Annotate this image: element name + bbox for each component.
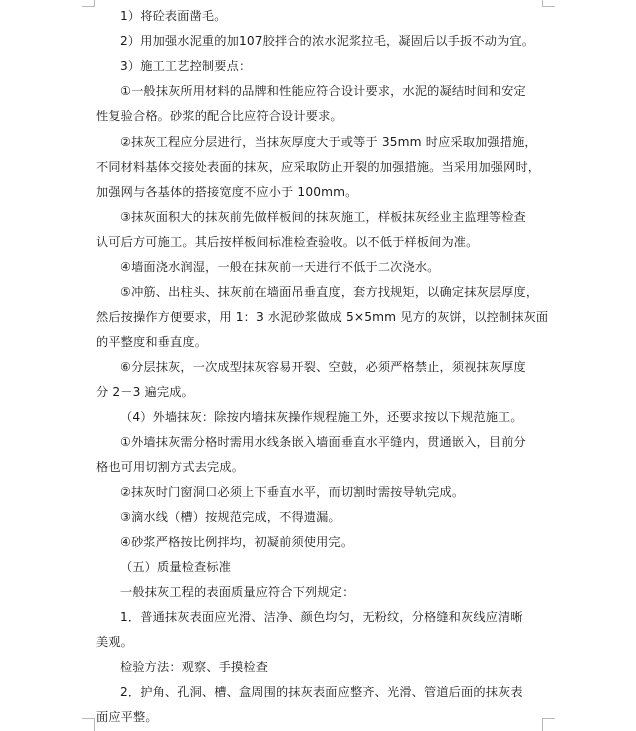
text-line: 加强网与各基体的搭接宽度不应小于 100mm。 [96,185,358,199]
text-line: 美观。 [96,635,134,649]
text-line: 分 2－3 遍完成。 [96,385,194,399]
text-line: ②抹灰工程应分层进行，当抹灰厚度大于或等于 35mm 时应采取加强措施， [120,135,537,149]
crop-mark-top-left [82,0,95,7]
text-line: 1．普通抹灰表面应光滑、洁净、颜色均匀，无粉纹，分格缝和灰线应清晰 [120,610,523,624]
text-line: ①一般抹灰所用材料的品牌和性能应符合设计要求，水泥的凝结时间和安定 [120,84,526,98]
text-line: 一般抹灰工程的表面质量应符合下列规定： [120,585,355,599]
crop-mark-bottom-left [82,718,95,731]
text-line: ③滴水线（槽）按规范完成，不得遗漏。 [120,510,341,524]
crop-mark-top-right [542,0,555,7]
text-line: 检验方法：观察、手摸检查 [120,660,269,674]
text-line: 2．护角、孔洞、槽、盒周围的抹灰表面应整齐、光滑、管道后面的抹灰表 [120,685,523,699]
text-line: （4）外墙抹灰：除按内墙抹灰操作规程施工外，还要求按以下规范施工。 [120,410,523,424]
text-line: ③抹灰面积大的抹灰前先做样板间的抹灰施工，样板抹灰经业主监理等检查 [120,210,526,224]
text-line: 2）用加强水泥重的加107胶拌合的浓水泥浆拉毛，凝固后以手扳不动为宜。 [120,34,535,48]
text-line: 面应平整。 [96,710,158,724]
text-line: ①外墙抹灰需分格时需用水线条嵌入墙面垂直水平缝内，贯通嵌入，目前分 [120,435,526,449]
text-line: （五）质量检查标准 [120,560,232,574]
text-line: 认可后方可施工。其后按样板间标准检查验收。以不低于样板间为准。 [96,235,479,249]
text-line: 格也可用切割方式去完成。 [96,460,245,474]
text-line: 性复验合格。砂浆的配合比应符合设计要求。 [96,109,343,123]
text-line: ④墙面浇水润湿，一般在抹灰前一天进行不低于二次浇水。 [120,260,440,274]
text-line: ④砂浆严格按比例拌均，初凝前须使用完。 [120,535,354,549]
text-line: ②抹灰时门窗洞口必须上下垂直水平，而切割时需按导轨完成。 [120,485,465,499]
text-line: 3）施工工艺控制要点： [120,59,252,73]
crop-mark-bottom-right [542,718,555,731]
text-line: ⑥分层抹灰，一次成型抹灰容易开裂、空鼓，必须严格禁止，须视抹灰厚度 [120,360,526,374]
text-line: 1）将砼表面凿毛。 [120,9,227,23]
text-line: 然后按操作方便要求，用 1：3 水泥砂浆做成 5×5mm 见方的灰饼，以控制抹灰面 [96,310,549,324]
text-line: 的平整度和垂直度。 [96,335,208,349]
text-line: ⑤冲筋、出柱头、抹灰前在墙面吊垂直度，套方找规矩，以确定抹灰层厚度， [120,285,539,299]
text-line: 不同材料基体交接处表面的抹灰，应采取防止开裂的加强措施。当采用加强网时， [96,160,541,174]
